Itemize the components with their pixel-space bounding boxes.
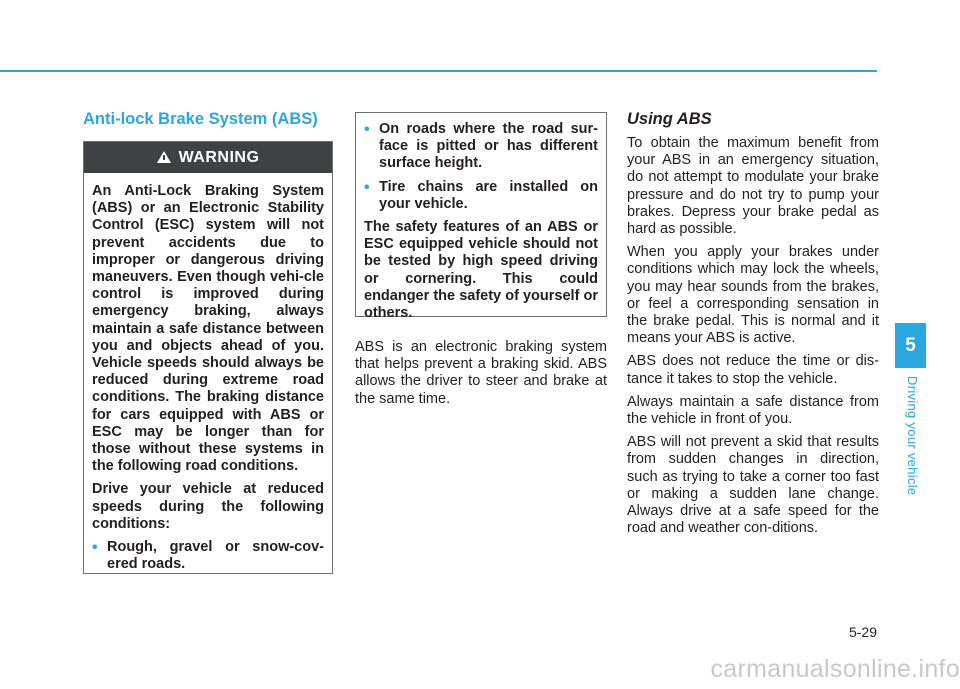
warning-triangle-icon [157,151,171,163]
using-abs-paragraph: To obtain the maximum benefit from your ABS in an emergency situation, do not attempt to modulate your brake pressure and do not try to pump your brakes. Depress your brake pedal as hard as possible. [627,135,879,238]
warning-continuation-box [355,112,607,322]
using-abs-paragraph: When you apply your brakes under conditions which may lock the wheels, you may hear sounds from the brakes, or feel a corresponding sensation in the brake pedal. This is normal and it means your ABS is active. [627,244,879,347]
using-abs-paragraph: ABS will not prevent a skid that results from sudden changes in direction, such as trying to take a corner too fast or making a sudden lane change. Always drive at a safe speed for the road and weather con-ditions. [627,434,879,537]
using-abs-section [627,110,879,543]
section-title: Anti-lock Brake System (ABS) [83,110,318,128]
abs-intro-block [355,339,607,414]
warning-continuation-body [356,113,606,322]
warning-header-label: WARNING [178,148,260,166]
chapter-tab: 5 [895,323,926,368]
warning-bullet: • On roads where the road sur-face is pitted or has different surface height. [364,121,598,173]
warning-paragraph: An Anti-Lock Braking System (ABS) or an Electronic Stability Control (ESC) system will not prevent accidents due to improper or dangerous driving maneuvers. Even though vehi-cle control is improved during emergency braking, always maintain a safe distance between you and objects ahead of you. Vehicle speeds should always be reduced during extreme road conditions. The braking distance for cars equipped with ABS or ESC may be longer than for those without these systems in the following road conditions. [92,183,324,475]
warning-header [84,142,332,173]
using-abs-paragraph: ABS does not reduce the time or dis-tance it takes to stop the vehicle. [627,353,879,387]
warning-closing: The safety features of an ABS or ESC equipped vehicle should not be tested by high speed driving or cornering. This could endanger the safety of yourself or others. [364,219,598,322]
abs-intro: ABS is an electronic braking system that helps prevent a braking skid. ABS allows the driver to steer and brake at the same time. [355,339,607,407]
using-abs-heading: Using ABS [627,110,712,128]
page-number: 5-29 [848,624,877,640]
warning-bullet: • Rough, gravel or snow-cov-ered roads. [92,539,324,573]
warning-box [83,141,333,574]
warning-paragraph: Drive your vehicle at reduced speeds during the following conditions: [92,481,324,532]
warning-body [84,173,332,573]
watermark: carmanualsonline.info [710,655,960,683]
top-rule [0,70,877,72]
chapter-label: Driving your vehicle [905,376,920,496]
using-abs-paragraph: Always maintain a safe distance from the vehicle in front of you. [627,393,879,428]
warning-bullet: • Tire chains are installed on your vehicle. [364,179,598,213]
